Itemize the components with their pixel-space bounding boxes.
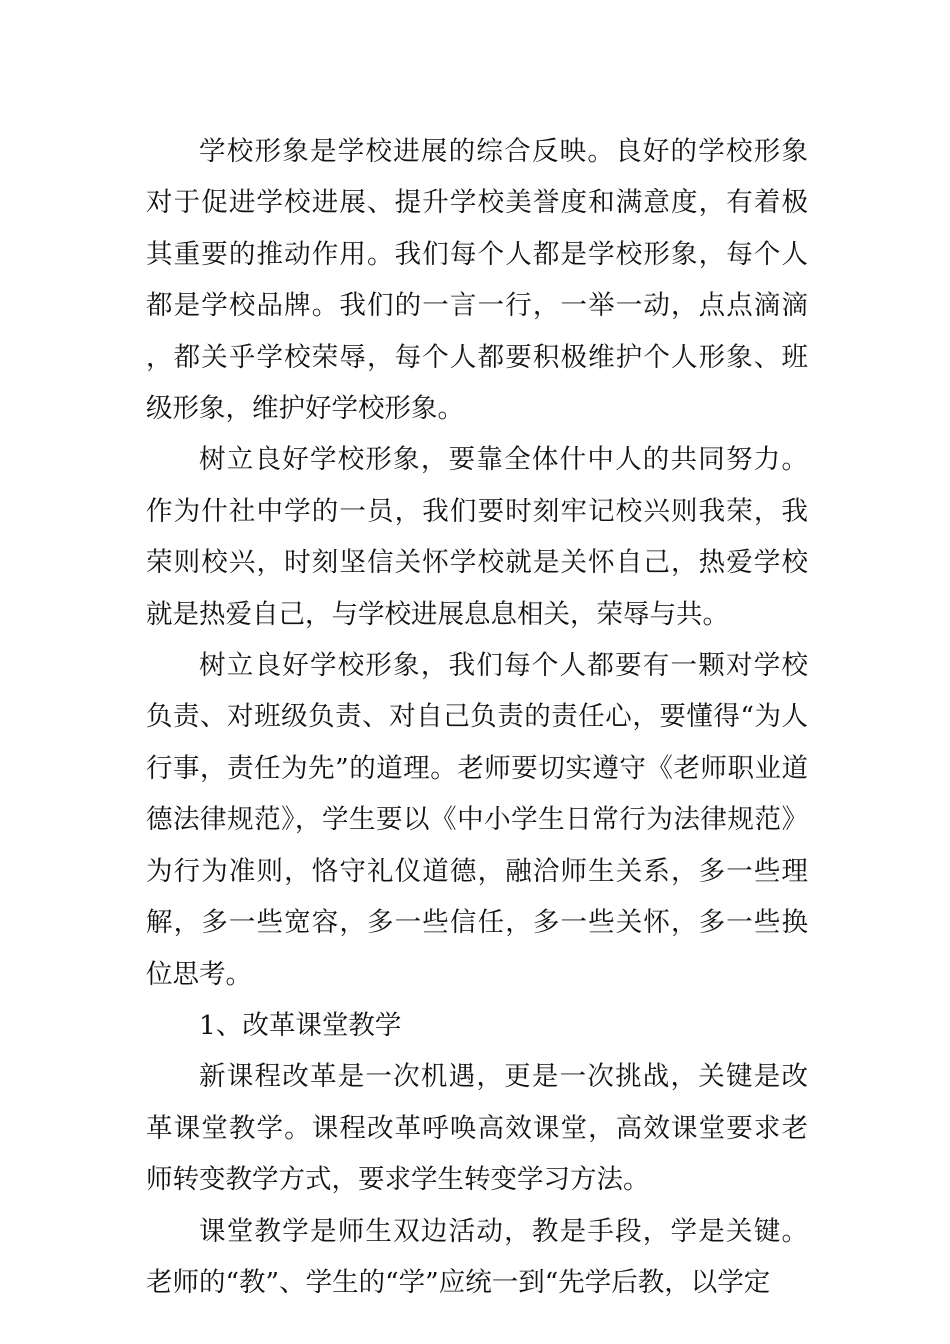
paragraph-curriculum-reform: 新课程改革是一次机遇，更是一次挑战，关键是改革课堂教学。课程改革呼唤高效课堂，高效课堂要求老师转变教学方式，要求学生转变学习方法。 bbox=[146, 1061, 808, 1196]
paragraph-responsibility: 树立良好学校形象，我们每个人都要有一颗对学校负责、对班级负责、对自己负责的责任心，要懂得“为人行事，责任为先”的道理。老师要切实遵守《老师职业道德法律规范》，学生要以《中小学生日常行为法律规范》为行为准则，恪守礼仪道德，融洽师生关系，多一些理解，多一些宽容，多一些信任，多一些关怀，多一些换位思考。 bbox=[146, 650, 808, 990]
paragraph-joint-effort: 树立良好学校形象，要靠全体什中人的共同努力。作为什社中学的一员，我们要时刻牢记校兴则我荣，我荣则校兴，时刻坚信关怀学校就是关怀自己，热爱学校就是热爱自己，与学校进展息息相关，荣辱与共。 bbox=[146, 444, 808, 630]
paragraph-school-image: 学校形象是学校进展的综合反映。良好的学校形象对于促进学校进展、提升学校美誉度和满意度，有着极其重要的推动作用。我们每个人都是学校形象，每个人都是学校品牌。我们的一言一行，一举一动，点点滴滴，都关乎学校荣辱，每个人都要积极维护个人形象、班级形象，维护好学校形象。 bbox=[146, 136, 808, 425]
document-body bbox=[146, 126, 808, 1308]
section-heading-classroom-reform: 1、改革课堂教学 bbox=[199, 1009, 402, 1041]
paragraph-classroom-teaching: 课堂教学是师生双边活动，教是手段，学是关键。老师的“教”、学生的“学”应统一到“先学后教，以学定 bbox=[146, 1215, 808, 1298]
